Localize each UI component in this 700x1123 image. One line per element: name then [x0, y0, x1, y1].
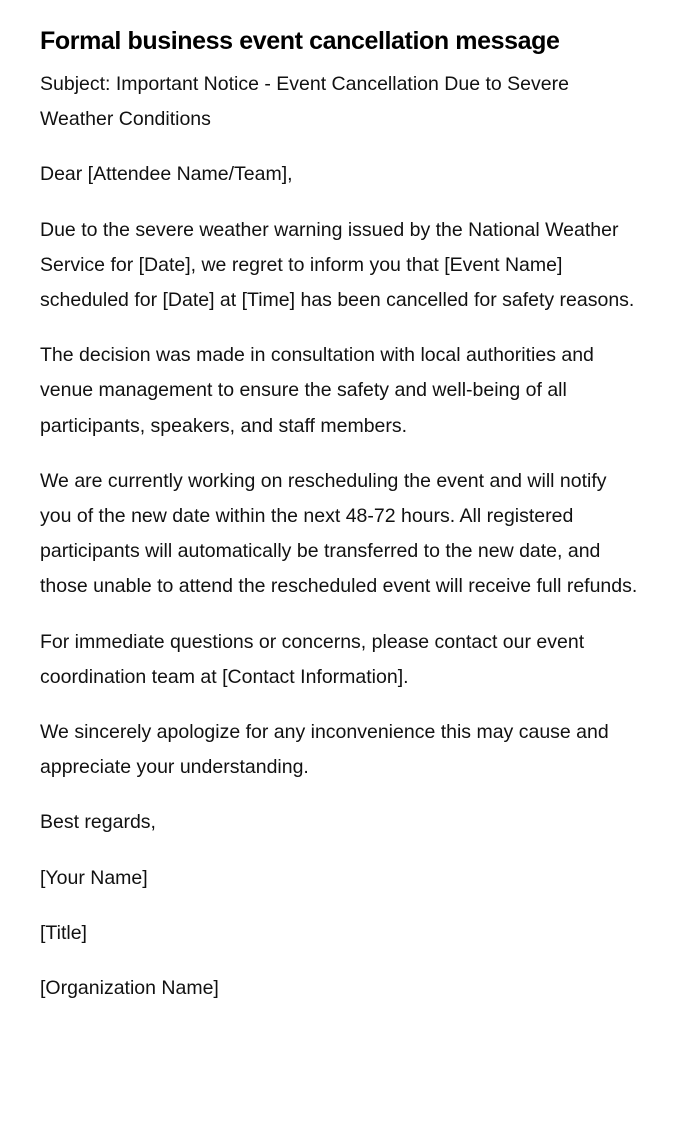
body-paragraph-apology: We sincerely apologize for any inconvenience this may cause and appreciate your understanding. [40, 721, 609, 779]
document [40, 24, 640, 1026]
subject-line: Subject: Important Notice - Event Cancellation Due to Severe Weather Conditions [40, 73, 569, 131]
salutation: Dear [Attendee Name/Team], [40, 163, 293, 186]
document-title: Formal business event cancellation message [40, 27, 560, 55]
closing: Best regards, [40, 811, 156, 834]
signature-name: [Your Name] [40, 866, 148, 889]
body-paragraph-rescheduling: We are currently working on rescheduling the event and will notify you of the new date within the next 48-72 hours. All registered participants will automatically be transferred to the new date, and those unable to attend the rescheduled event will receive full refunds. [40, 469, 638, 598]
signature-organization: [Organization Name] [40, 977, 219, 1000]
signature-title: [Title] [40, 921, 87, 944]
body-paragraph-contact: For immediate questions or concerns, please contact our event coordination team at [Contact Information]. [40, 630, 585, 688]
body-paragraph-cancellation: Due to the severe weather warning issued by the National Weather Service for [Date], we regret to inform you that [Event Name] scheduled for [Date] at [Time] has been cancelled for safety reasons. [40, 218, 635, 312]
body-paragraph-decision: The decision was made in consultation with local authorities and venue management to ensure the safety and well-being of all participants, speakers, and staff members. [40, 344, 594, 437]
